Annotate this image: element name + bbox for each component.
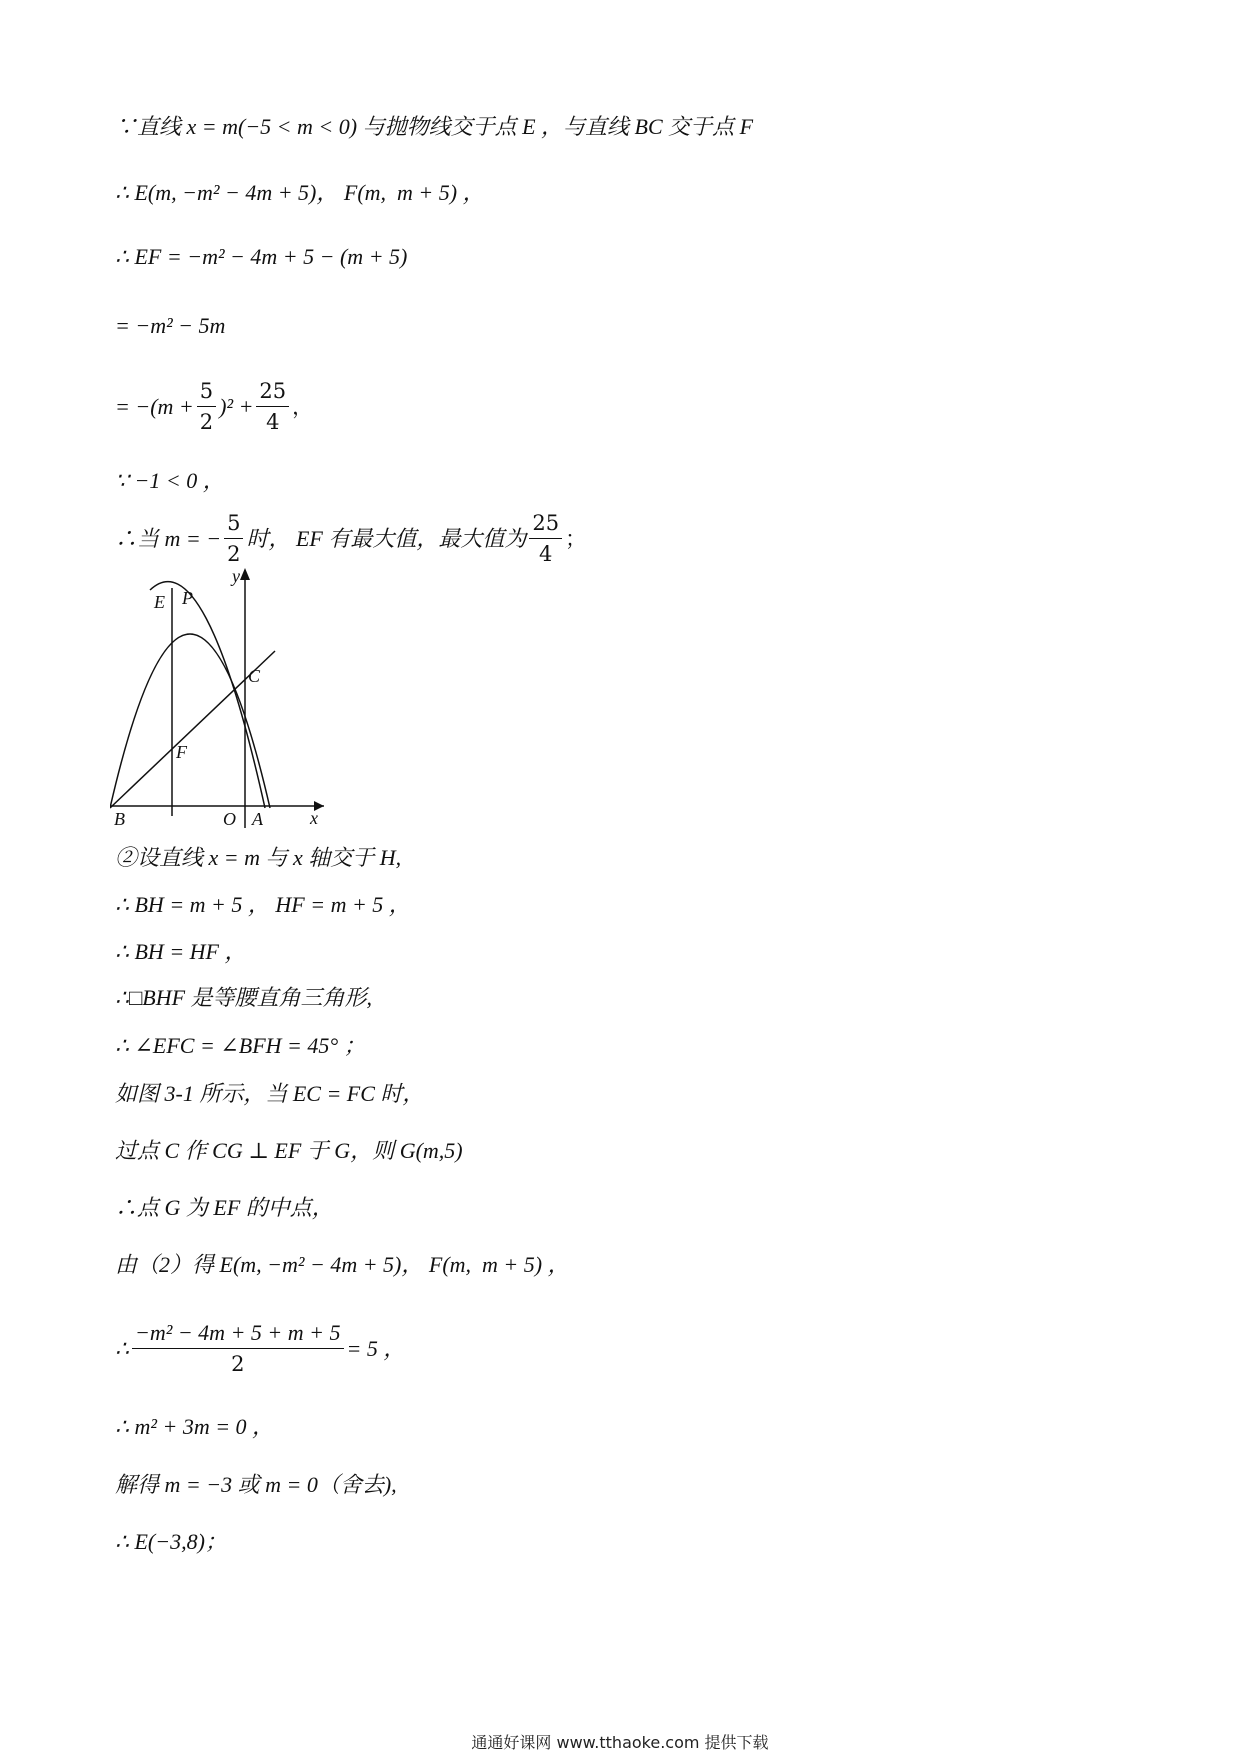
line-15: ∴点 G 为 EF 的中点，	[115, 1195, 334, 1220]
fraction-5-2: $\frac{5}{2}$	[197, 376, 216, 437]
label-a: A	[252, 809, 263, 828]
label-b: B	[114, 809, 125, 828]
label-e: E	[154, 592, 165, 612]
label-c: C	[248, 666, 261, 686]
line-4: = −m² − 5m	[115, 313, 226, 338]
line-19: 解得 m = −3 或 m = 0（舍去),	[115, 1472, 397, 1497]
line-13: 如图 3-1 所示，当 EC = FC 时，	[115, 1081, 425, 1106]
footer: 通通好课网 www.tthaoke.com 提供下载	[471, 1733, 769, 1752]
line-3: ∴ EF = −m² − 4m + 5 − (m + 5)	[115, 244, 408, 269]
line-12: ∴ ∠EFC = ∠BFH = 45° ；	[115, 1033, 366, 1058]
line-8: ②设直线 x = m 与 x 轴交于 H,	[115, 845, 402, 870]
label-y: y	[232, 568, 240, 586]
line-20: ∴ E(−3,8)；	[115, 1529, 227, 1554]
line-14: 过点 C 作 CG ⊥ EF 于 G，则 G(m,5)	[115, 1138, 463, 1163]
parabola-2	[150, 582, 265, 808]
line-11: ∴□BHF 是等腰直角三角形,	[115, 985, 373, 1010]
line-2: ∴ E(m, −m² − 4m + 5)， F(m, m + 5) ，	[115, 180, 485, 205]
label-x: x	[310, 808, 318, 828]
line-17: ∴ $\frac{\text{−m² − 4m + 5 + m + 5}}{2}$ = 5 ，	[115, 1318, 405, 1379]
line-5: = −(m + $\frac{5}{2}$ )² + $\frac{25}{4}$ ，	[115, 376, 313, 437]
line-1: ∵直线 x = m(−5 < m < 0) 与抛物线交于点 E ，与直线 BC 交于点 F	[115, 114, 754, 139]
parabola-1	[110, 634, 270, 808]
line-10: ∴ BH = HF ，	[115, 939, 247, 964]
label-p: P	[182, 588, 193, 608]
line-7: ∴当 m = − $\frac{5}{2}$ 时， EF 有最大值，最大值为 $\frac{25}{4}$ ；	[115, 508, 586, 569]
fraction-25-4-b: $\frac{25}{4}$	[529, 508, 562, 569]
y-axis-arrow	[240, 568, 250, 580]
label-o: O	[223, 809, 236, 828]
label-f: F	[176, 742, 187, 762]
parabola-figure	[110, 568, 340, 828]
fraction-5-2-b: $\frac{5}{2}$	[224, 508, 243, 569]
line-6: ∵ −1 < 0 ，	[115, 468, 225, 493]
fraction-25-4: $\frac{25}{4}$	[256, 376, 289, 437]
fraction-midpoint: $\frac{\text{−m² − 4m + 5 + m + 5}}{2}$	[132, 1318, 344, 1379]
line-9: ∴ BH = m + 5 ， HF = m + 5 ，	[115, 892, 411, 917]
line-18: ∴ m² + 3m = 0 ，	[115, 1414, 275, 1439]
line-16: 由（2）得 E(m, −m² − 4m + 5)， F(m, m + 5) ，	[115, 1252, 570, 1277]
